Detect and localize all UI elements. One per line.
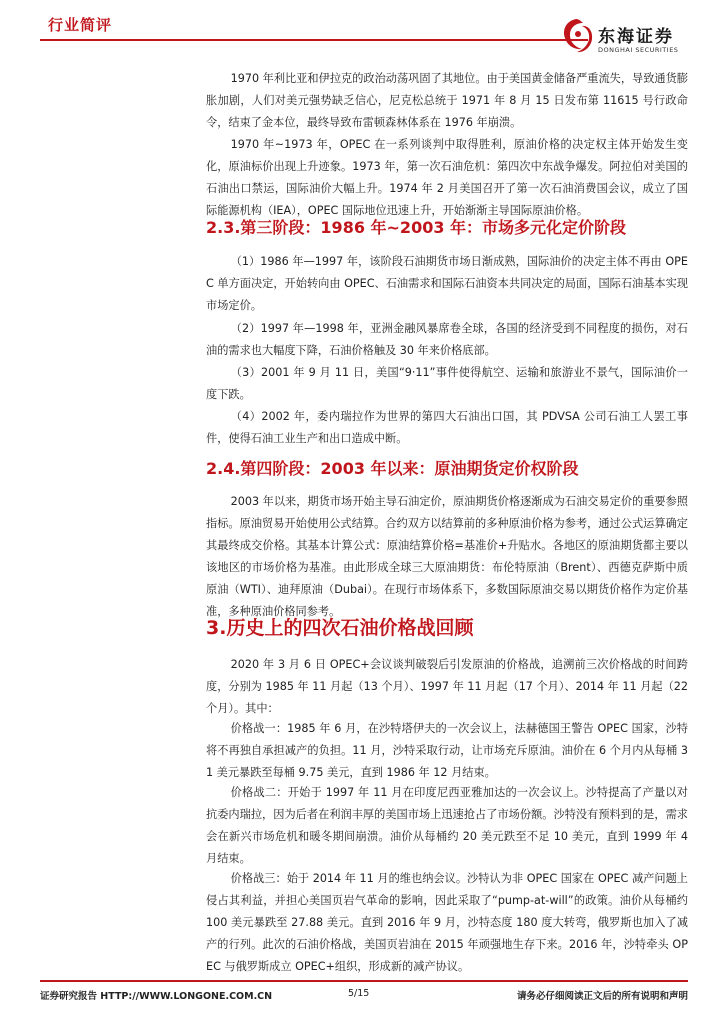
company-name-en: DONGHAI SECURITIES (598, 46, 679, 54)
header-divider (40, 39, 588, 41)
section-heading-2-3: 2.3.第三阶段：1986 年~2003 年：市场多元化定价阶段 (206, 218, 627, 237)
body-paragraph: 价格战三：始于 2014 年 11 月的维也纳会议。沙特认为非 OPEC 国家在 OPEC 减产问题上侵占其利益，并担心美国页岩气革命的影响，因此采取了“pump-at-will”的政策。油价从每桶约 100 美元暴跌至 27.88 美元。直到 2016 年 9 月，沙特态度 180 度大转弯，俄罗斯也加入了减产的行列。此次的石油价格战，美国页岩油在 2015 年顽强地生存下来。2016 年，沙特牵头 OPEC 与俄罗斯成立 OPEC+组织，形成新的减产协议。 (206, 872, 688, 973)
body-paragraph: （2）1997 年—1998 年，亚洲金融风暴席卷全球，各国的经济受到不同程度的损伤，对石油的需求也大幅度下降，石油价格触及 30 年来价格底部。 (206, 322, 688, 357)
body-paragraph: 价格战二：开始于 1997 年 11 月在印度尼西亚雅加达的一次会议上。沙特提高了产量以对抗委内瑞拉，因为后者在利润丰厚的美国市场上迅速抢占了市场份额。沙特没有预料到的是，需求会在新兴市场危机和暖冬期间崩溃。油价从每桶约 20 美元跌至不足 10 美元，直到 1999 年 4 月结束。 (206, 786, 688, 865)
footer-disclaimer: 请务必仔细阅读正文后的所有说明和声明 (516, 991, 688, 1002)
company-name-cn: 东海证券 (598, 27, 674, 47)
report-type-label: 行业简评 (48, 16, 113, 34)
body-paragraph: （1）1986 年—1997 年，该阶段石油期货市场日渐成熟，国际油价的决定主体不再由 OPEC 单方面决定，开始转向由 OPEC、石油需求和国际石油资本共同决定的局面，国际石油基本实现市场定价。 (206, 255, 688, 312)
page-footer (0, 980, 724, 1010)
body-paragraph: （4）2002 年，委内瑞拉作为世界的第四大石油出口国，其 PDVSA 公司石油工人罢工事件，使得石油工业生产和出口造成中断。 (206, 410, 688, 445)
body-paragraph: 1970 年~1973 年，OPEC 在一系列谈判中取得胜利，原油价格的决定权主体开始发生变化，原油标价出现上升迹象。1973 年，第一次石油危机：第四次中东战争爆发。阿拉伯对美国的石油出口禁运，国际油价大幅上升。1974 年 2 月美国召开了第一次石油消费国会议，成立了国际能源机构（IEA），OPEC 国际地位迅速上升，开始渐渐主导国际原油价格。 (206, 138, 688, 217)
section-heading-3: 3.历史上的四次石油价格战回顾 (206, 617, 474, 639)
page-header (0, 0, 724, 64)
body-paragraph: 2020 年 3 月 6 日 OPEC+会议谈判破裂后引发原油的价格战，追溯前三次价格战的时间跨度，分别为 1985 年 11 月起（13 个月）、1997 年 11 月起（17 个月）、2014 年 11 月起（22 个月）。其中： (206, 658, 688, 715)
section-heading-2-4: 2.4.第四阶段：2003 年以来：原油期货定价权阶段 (206, 459, 579, 478)
body-paragraph: 价格战一：1985 年 6 月，在沙特塔伊夫的一次会议上，法赫德国王警告 OPEC 国家，沙特将不再独自承担减产的负担。11 月，沙特采取行动，让市场充斥原油。油价在 6 个月内从每桶 31 美元暴跌至每桶 9.75 美元，直到 1986 年 12 月结束。 (206, 722, 688, 779)
page-number: 5/15 (348, 988, 370, 999)
company-logo (558, 16, 698, 60)
footer-divider (40, 980, 688, 982)
body-paragraph: 2003 年以来，期货市场开始主导石油定价，原油期货价格逐渐成为石油交易定价的重要参照指标。原油贸易开始使用公式结算。合约双方以结算前的多种原油价格为参考，通过公式运算确定其最终成交价格。其基本计算公式：原油结算价格=基准价+升贴水。各地区的原油期货都主要以该地区的市场价格为基准。由此形成全球三大原油期货：布伦特原油（Brent）、西德克萨斯中质原油（WTI）、迪拜原油（Dubai）。在现行市场体系下，多数国际原油交易以期货价格作为定价基准，多种原油价格同参考。 (206, 495, 688, 618)
donghai-dragon-logo-icon (558, 16, 594, 56)
body-paragraph: （3）2001 年 9 月 11 日，美国“9·11”事件使得航空、运输和旅游业不景气，国际油价一度下跌。 (206, 366, 688, 401)
footer-website: 证券研究报告 HTTP://WWW.LONGONE.COM.CN (40, 991, 273, 1002)
body-paragraph: 1970 年利比亚和伊拉克的政治动荡巩固了其地位。由于美国黄金储备严重流失，导致通货膨胀加剧，人们对美元强势缺乏信心，尼克松总统于 1971 年 8 月 15 日发布第 11615 号行政命令，结束了金本位，最终导致布雷顿森林体系在 1976 年崩溃。 (206, 72, 688, 129)
